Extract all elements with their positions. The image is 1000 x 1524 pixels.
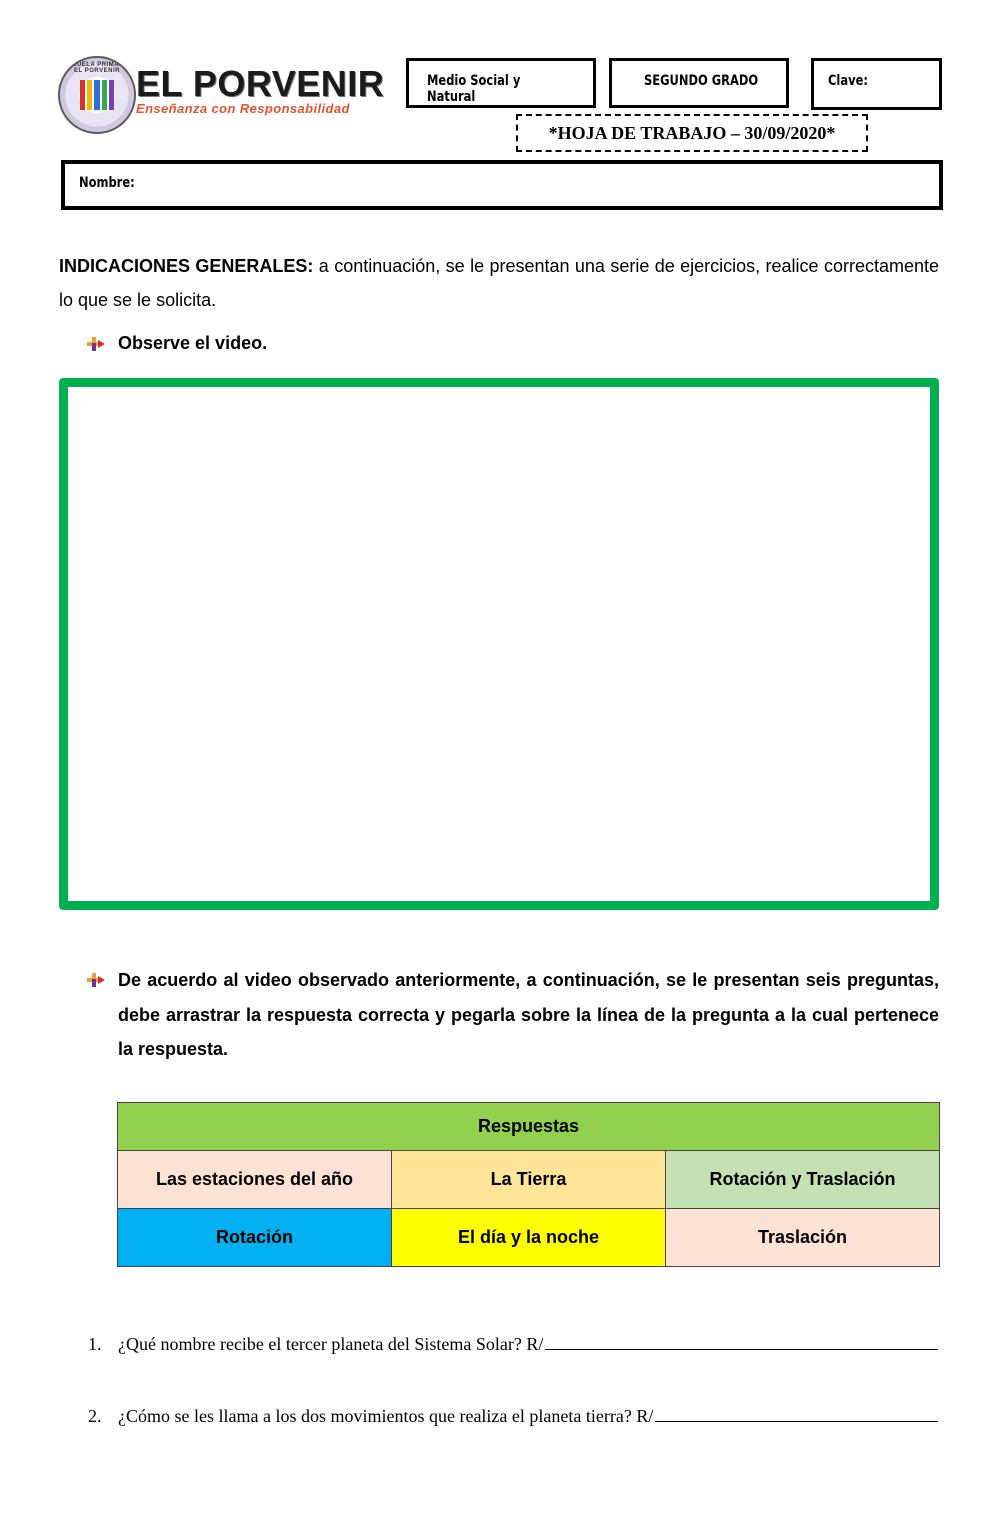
school-name: EL PORVENIR: [136, 63, 385, 104]
grade-label: SEGUNDO GRADO: [644, 73, 759, 89]
answers-table: [117, 1102, 940, 1267]
subject-box: [406, 58, 596, 108]
question-number: 1.: [88, 1334, 102, 1354]
instructions-heading: INDICACIONES GENERALES:: [59, 256, 314, 276]
worksheet-title: *HOJA DE TRABAJO – 30/09/2020*: [516, 114, 868, 152]
name-field[interactable]: [61, 160, 943, 210]
answers-header: Respuestas: [118, 1103, 940, 1151]
answer-chip[interactable]: La Tierra: [392, 1151, 666, 1209]
step1-text: Observe el video.: [118, 333, 268, 353]
answer-chip[interactable]: Rotación y Traslación: [666, 1151, 940, 1209]
seal-bars-icon: [80, 80, 114, 110]
question-text: ¿Cómo se les llama a los dos movimientos que realiza el planeta tierra? R/: [118, 1406, 654, 1426]
name-label: Nombre:: [79, 175, 135, 191]
school-slogan: Enseñanza con Responsabilidad: [136, 101, 350, 116]
plus-arrow-icon: [86, 970, 106, 990]
school-seal-logo: [58, 56, 136, 134]
step2-text: De acuerdo al video observado anteriormente, a continuación, se le presentan seis preguntas, debe arrastrar la respuesta correcta y pegarla sobre la línea de la pregunta a la cual pertenece la respuesta.: [118, 970, 939, 1059]
answer-drop-line[interactable]: [545, 1335, 938, 1350]
key-label: Clave:: [828, 73, 868, 89]
instructions-text: a continuación, se le presentan una serie de ejercicios, realice correctamente lo que se le solicita.: [59, 256, 940, 310]
key-box: [811, 58, 942, 110]
grade-box: [609, 58, 789, 108]
general-instructions: [59, 249, 939, 317]
question-text: ¿Qué nombre recibe el tercer planeta del Sistema Solar? R/: [118, 1334, 544, 1354]
question-2: [88, 1406, 938, 1427]
answer-chip[interactable]: El día y la noche: [392, 1209, 666, 1267]
question-1: [88, 1334, 938, 1355]
question-number: 2.: [88, 1406, 102, 1426]
step-watch-video: [86, 333, 267, 354]
subject-label: Medio Social y Natural: [427, 73, 521, 105]
plus-arrow-icon: [86, 334, 106, 354]
answer-chip[interactable]: Las estaciones del año: [118, 1151, 392, 1209]
answer-chip[interactable]: Traslación: [666, 1209, 940, 1267]
answer-drop-line[interactable]: [655, 1407, 938, 1422]
video-player[interactable]: [59, 378, 939, 910]
seal-text: ESCUELA PRIMARIA EL PORVENIR: [63, 62, 131, 74]
step-drag-answers: [86, 963, 939, 1067]
answer-chip[interactable]: Rotación: [118, 1209, 392, 1267]
